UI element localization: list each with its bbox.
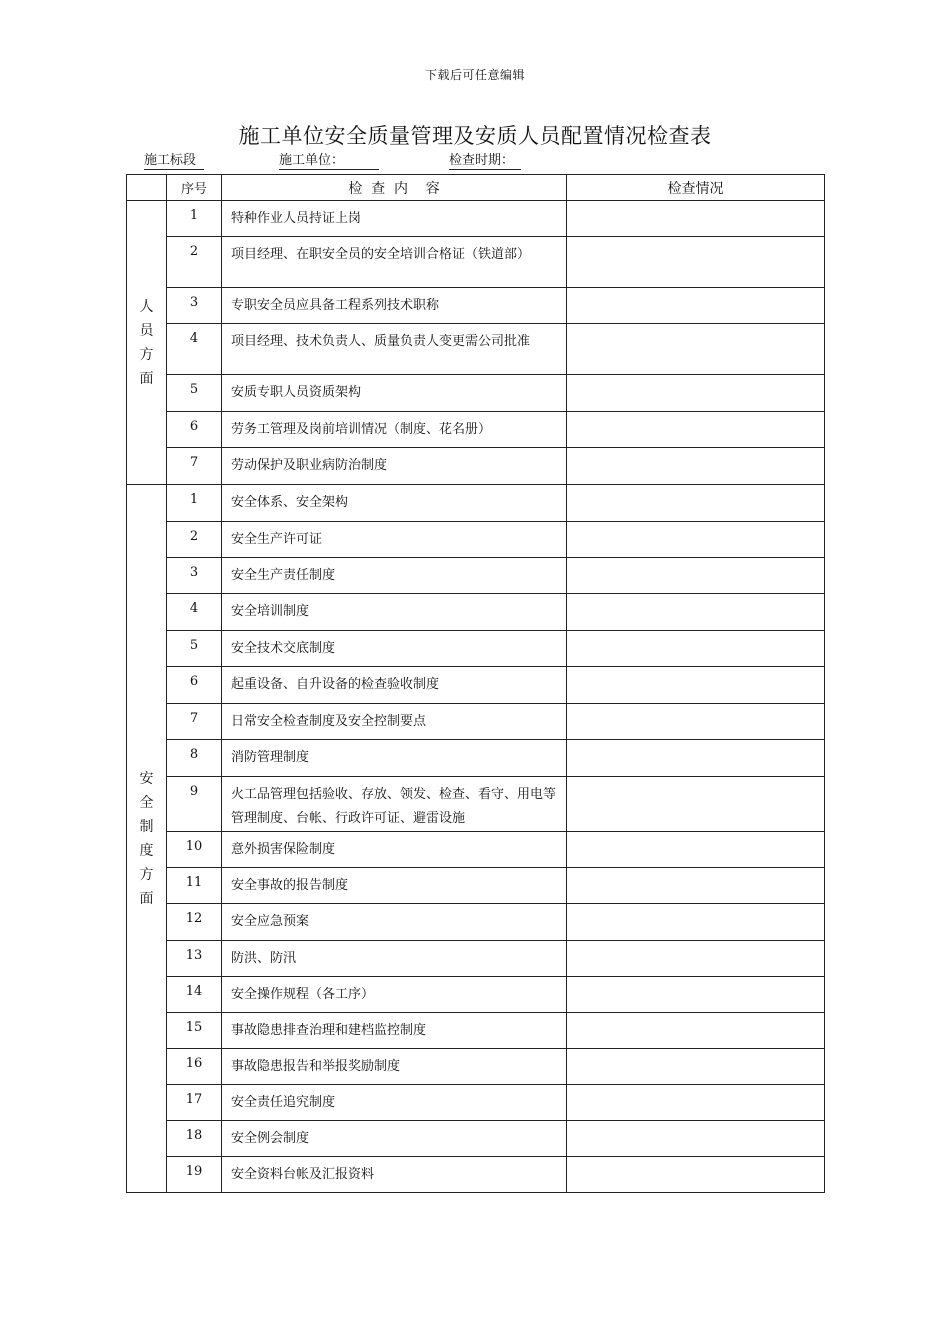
row-result-cell[interactable] [567,1085,825,1121]
table-row [127,1049,825,1085]
row-result-cell[interactable] [567,1013,825,1049]
table-row [127,558,825,594]
row-seq: 19 [167,1157,222,1193]
row-seq: 11 [167,868,222,904]
row-content: 消防管理制度 [222,740,567,777]
category-char: 面 [139,370,154,387]
row-seq: 9 [167,777,222,832]
row-content: 安全事故的报告制度 [222,868,567,904]
row-result-cell[interactable] [567,740,825,777]
category-char: 制 [139,818,154,835]
row-seq: 17 [167,1085,222,1121]
row-seq: 2 [167,522,222,558]
row-result-cell[interactable] [567,375,825,412]
table-row [127,977,825,1013]
table-row [127,667,825,704]
header-result: 检查情况 [567,175,825,201]
row-content: 安全培训制度 [222,594,567,631]
row-content: 事故隐患报告和举报奖励制度 [222,1049,567,1085]
row-result-cell[interactable] [567,1049,825,1085]
row-seq: 10 [167,832,222,868]
row-content: 安全生产责任制度 [222,558,567,594]
header-note: 下载后可任意编辑 [424,68,525,82]
row-content: 起重设备、自升设备的检查验收制度 [222,667,567,704]
row-seq: 7 [167,704,222,740]
row-content: 项目经理、技术负责人、质量负责人变更需公司批准 [222,324,567,375]
table-row [127,522,825,558]
table-row [127,1013,825,1049]
category-cell [127,485,167,1193]
row-seq: 4 [167,324,222,375]
category-char: 方 [139,346,154,363]
category-char: 度 [139,842,154,859]
table-row [127,201,825,237]
row-content: 安全资料台帐及汇报资料 [222,1157,567,1193]
row-content: 日常安全检查制度及安全控制要点 [222,704,567,740]
meta-unit-label: 施工单位： [279,153,379,170]
category-char: 方 [139,866,154,883]
category-char: 员 [139,322,154,339]
table-row [127,485,825,522]
row-content: 安全体系、安全架构 [222,485,567,522]
row-result-cell[interactable] [567,485,825,522]
row-result-cell[interactable] [567,448,825,485]
row-seq: 15 [167,1013,222,1049]
row-content: 特种作业人员持证上岗 [222,201,567,237]
row-content: 安全操作规程（各工序） [222,977,567,1013]
row-seq: 6 [167,412,222,448]
category-char: 人 [139,298,154,315]
row-content: 安全例会制度 [222,1121,567,1157]
table-row [127,704,825,740]
table-row [127,631,825,667]
row-seq: 2 [167,237,222,288]
row-seq: 13 [167,941,222,977]
table-row [127,412,825,448]
table-row [127,868,825,904]
row-result-cell[interactable] [567,904,825,941]
row-content: 专职安全员应具备工程系列技术职称 [222,288,567,324]
row-result-cell[interactable] [567,1121,825,1157]
table-row [127,1157,825,1193]
row-content: 意外损害保险制度 [222,832,567,868]
page-title: 施工单位安全质量管理及安质人员配置情况检查表 [238,124,712,148]
row-seq: 1 [167,485,222,522]
row-result-cell[interactable] [567,704,825,740]
row-content: 劳务工管理及岗前培训情况（制度、花名册） [222,412,567,448]
row-seq: 6 [167,667,222,704]
row-result-cell[interactable] [567,777,825,832]
meta-row [144,153,824,171]
table-row [127,448,825,485]
row-seq: 4 [167,594,222,631]
row-result-cell[interactable] [567,201,825,237]
table-row [127,375,825,412]
row-seq: 7 [167,448,222,485]
inspection-table [126,174,825,1193]
header-seq: 序号 [167,175,222,201]
row-seq: 14 [167,977,222,1013]
table-row [127,1085,825,1121]
row-seq: 12 [167,904,222,941]
table-row [127,941,825,977]
row-content: 事故隐患排查治理和建档监控制度 [222,1013,567,1049]
row-result-cell[interactable] [567,631,825,667]
row-result-cell[interactable] [567,941,825,977]
row-result-cell[interactable] [567,558,825,594]
table-row [127,740,825,777]
row-content: 安质专职人员资质架构 [222,375,567,412]
meta-section-label: 施工标段 [144,153,204,170]
row-content: 项目经理、在职安全员的安全培训合格证（铁道部） [222,237,567,288]
row-content: 安全生产许可证 [222,522,567,558]
row-result-cell[interactable] [567,977,825,1013]
header-content: 检 查 内 容 [222,175,567,201]
row-result-cell[interactable] [567,667,825,704]
header-category [127,175,167,201]
row-result-cell[interactable] [567,832,825,868]
row-seq: 1 [167,201,222,237]
category-char: 面 [139,890,154,907]
table-row [127,777,825,832]
category-char: 安 [139,770,154,787]
table-row [127,904,825,941]
row-result-cell[interactable] [567,288,825,324]
table-row [127,288,825,324]
row-seq: 5 [167,375,222,412]
row-seq: 5 [167,631,222,667]
table-row [127,237,825,288]
row-content: 火工品管理包括验收、存放、领发、检查、看守、用电等管理制度、台帐、行政许可证、避雷设施 [222,777,567,832]
row-result-cell[interactable] [567,868,825,904]
row-result-cell[interactable] [567,522,825,558]
category-char: 全 [139,794,154,811]
row-seq: 18 [167,1121,222,1157]
table-header-row [127,175,825,201]
table-row [127,324,825,375]
category-cell [127,201,167,485]
row-content: 安全责任追究制度 [222,1085,567,1121]
row-seq: 3 [167,558,222,594]
table-row [127,1121,825,1157]
row-content: 防洪、防汛 [222,941,567,977]
row-content: 劳动保护及职业病防治制度 [222,448,567,485]
table-row [127,594,825,631]
table-row [127,832,825,868]
row-result-cell[interactable] [567,594,825,631]
row-result-cell[interactable] [567,412,825,448]
row-result-cell[interactable] [567,237,825,288]
row-content: 安全应急预案 [222,904,567,941]
meta-date-label: 检查时期： [449,153,521,170]
row-seq: 8 [167,740,222,777]
row-result-cell[interactable] [567,1157,825,1193]
row-result-cell[interactable] [567,324,825,375]
row-seq: 3 [167,288,222,324]
row-seq: 16 [167,1049,222,1085]
row-content: 安全技术交底制度 [222,631,567,667]
